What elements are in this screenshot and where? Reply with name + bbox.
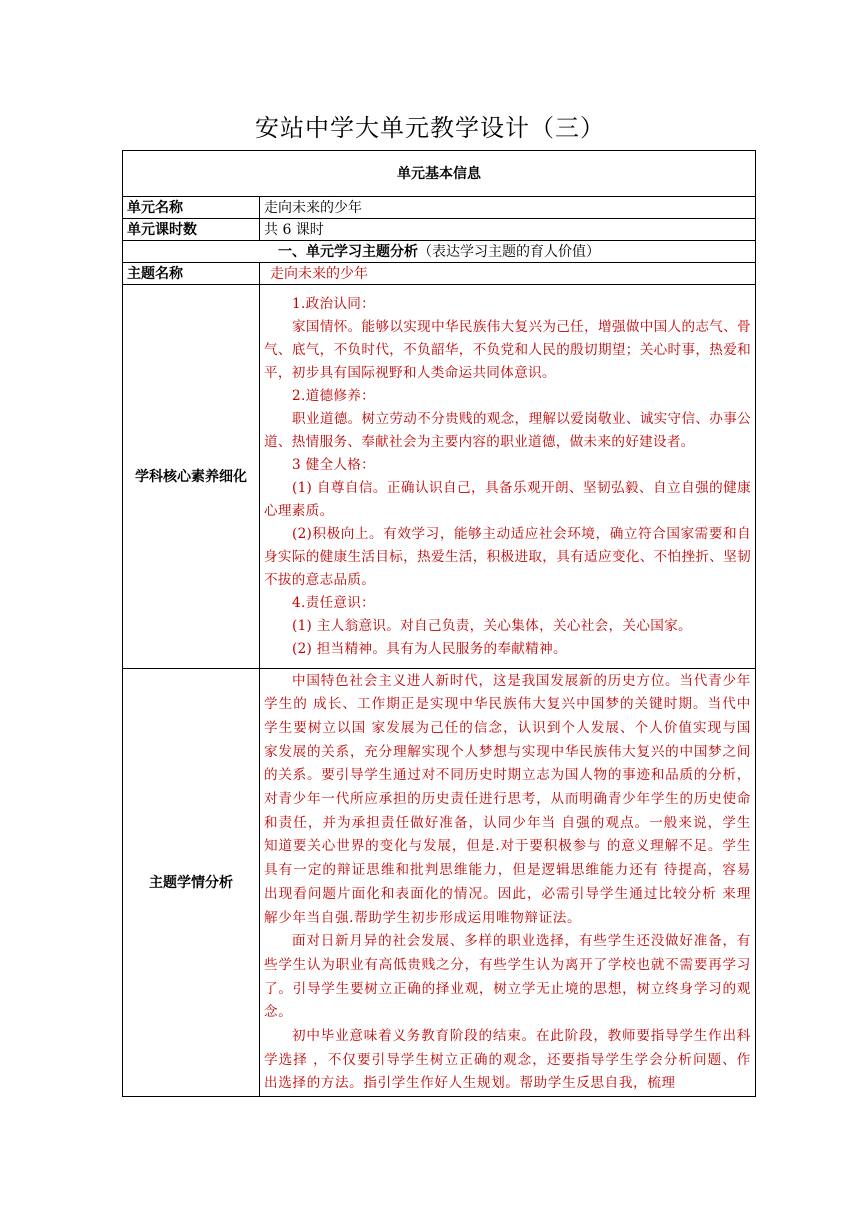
basic-info-banner: 单元基本信息: [123, 151, 756, 197]
core-literacy-paragraph: (1) 主人翁意识。对自己负责，关心集体，关心社会，关心国家。: [292, 617, 692, 634]
document-title: 安站中学大单元教学设计（三）: [255, 114, 605, 142]
core-literacy-paragraph: (1) 自尊自信。正确认识自己，具备乐观开朗、坚韧弘毅、自立自强的健康心理素质。: [264, 479, 751, 519]
unit-design-table: [122, 150, 756, 1097]
section-one-title: 一、单元学习主题分析: [278, 243, 418, 260]
core-literacy-content: [260, 285, 756, 669]
learner-analysis-paragraph: 初中毕业意味着义务教育阶段的结束。在此阶段，教师要指导学生作出科学选择 ，不仅要引导学生树立正确的观念，还要指导学生学会分析问题、作出选择的方法。指引学生作好人生规划。帮助学生反思自我，梳理: [264, 1028, 751, 1092]
learner-analysis-paragraph: 面对日新月异的社会发展、多样的职业选择，有些学生还没做好准备，有些学生认为职业有高低贵贱之分，有些学生认为离开了学校也就不需要再学习了。引导学生要树立正确的择业观，树立学无止境的思想，树立终身学习的观念。: [264, 933, 751, 1021]
core-literacy-paragraph: 职业道德。树立劳动不分贵贱的观念，理解以爱岗敬业、诚实守信、办事公道、热情服务、奉献社会为主要内容的职业道德，做未来的好建设者。: [264, 410, 751, 450]
core-literacy-label: 学科核心素养细化: [123, 285, 260, 669]
learner-analysis-content: [260, 669, 756, 1097]
section-one-note: （表达学习主题的育人价值）: [418, 243, 600, 260]
section-one-heading: [123, 241, 756, 263]
core-literacy-paragraph: 2.道德修养：: [292, 387, 376, 404]
core-literacy-paragraph: 1.政治认同：: [292, 295, 376, 312]
unit-hours-value: 共 6 课时: [260, 219, 756, 241]
learner-analysis-label: 主题学情分析: [123, 669, 260, 1097]
core-literacy-paragraph: (2) 担当精神。具有为人民服务的奉献精神。: [292, 640, 567, 657]
theme-name-value: 走向未来的少年: [260, 263, 756, 285]
unit-name-label: 单元名称: [123, 197, 260, 219]
unit-hours-label: 单元课时数: [123, 219, 260, 241]
core-literacy-paragraph: (2)积极向上。有效学习，能够主动适应社会环境，确立符合国家需要和自身实际的健康生活目标，热爱生活，积极进取，具有适应变化、不怕挫折、坚韧不拔的意志品质。: [264, 525, 751, 588]
unit-name-value: 走向未来的少年: [260, 197, 756, 219]
core-literacy-paragraph: 家国情怀。能够以实现中华民族伟大复兴为己任，增强做中国人的志气、骨气、底气，不负时代，不负韶华，不负党和人民的殷切期望；关心时事，热爱和平，初步具有国际视野和人类命运共同体意识。: [264, 318, 751, 381]
learner-analysis-paragraph: 中国特色社会主义进人新时代，这是我国发展新的历史方位。当代青少年学生的 成长、工作期正是实现中华民族伟大复兴中国梦的关键时期。当代中学生要树立以国 家发展为己任的信念，认识到个人发展、个人价值实现与国家发展的关系，充分理解实现个人梦想与实现中华民族伟大复兴的中国梦之间的关系。要引导学生通过对不同历史时期立志为国人物的事迹和品质的分析，对青少年一代所应承担的历史责任进行思考，从而明确青少年学生的历史使命和责任，并为承担责任做好准备，认同少年当 自强的观点。一般来说，学生知道要关心世界的变化与发展，但是.对于要积极参与 的意义理解不足。学生具有一定的辩证思维和批判思维能力，但是逻辑思维能力还有 待提高，容易出现看问题片面化和表面化的情况。因此，必需引导学生通过比较分析 来理解少年当自强.帮助学生初步形成运用唯物辩证法。: [264, 672, 751, 926]
theme-name-label: 主题名称: [123, 263, 260, 285]
core-literacy-paragraph: 4.责任意识：: [292, 594, 376, 611]
core-literacy-paragraph: 3 健全人格：: [292, 456, 376, 473]
